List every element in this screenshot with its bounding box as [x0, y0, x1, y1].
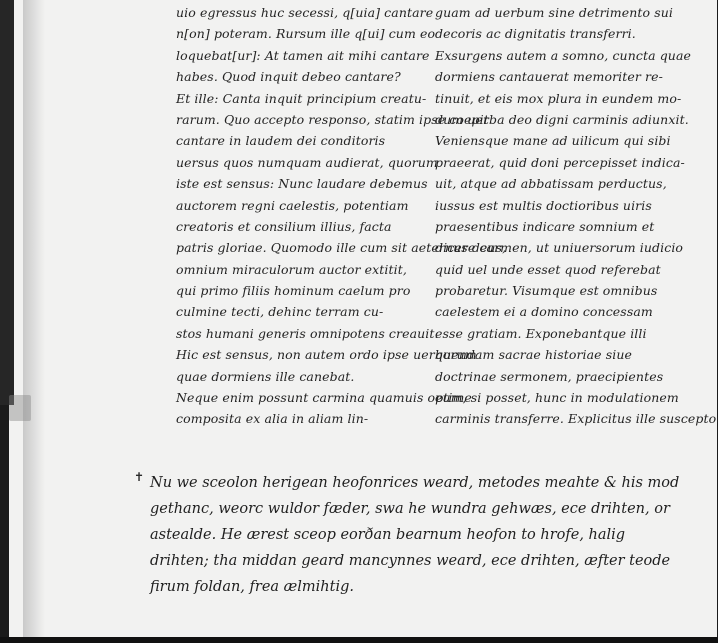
- left-line: rarum. Quo accepto responso, statim ipse coepit: [176, 111, 489, 127]
- gloss-line: firum foldan, frea ælmihtig.: [150, 579, 354, 595]
- left-line: auctorem regni caelestis, potentiam: [176, 197, 409, 213]
- right-line: esse gratiam. Exponebantque illi: [435, 325, 647, 341]
- insertion-mark-icon: ✝: [134, 470, 145, 484]
- left-line: composita ex alia in aliam lin-: [176, 411, 369, 427]
- left-line: patris gloriae. Quomodo ille cum sit aeternus deus,: [176, 240, 507, 256]
- right-line: dicere carmen, ut uniuersorum iudicio: [435, 240, 684, 256]
- gloss-line: drihten; tha middan geard mancynnes weard, ece drihten, æfter teode: [150, 553, 671, 569]
- left-line: cantare in laudem dei conditoris: [176, 133, 386, 149]
- right-line: uit, atque ad abbatissam perductus,: [435, 176, 667, 192]
- left-line: quae dormiens ille canebat.: [176, 368, 355, 384]
- right-line: decoris ac dignitatis transferri.: [435, 26, 636, 42]
- left-line: uio egressus huc secessi, q[uia] cantare: [176, 5, 434, 20]
- right-column: [435, 2, 717, 430]
- right-line: iussus est multis doctioribus uiris: [435, 197, 652, 213]
- left-line: loquebat[ur]: At tamen ait mihi cantare: [176, 47, 430, 63]
- right-line: Exsurgens autem a somno, cuncta quae: [435, 47, 691, 63]
- gloss-line: astealde. He ærest sceop eorðan bearnum heofon to hrofe, halig: [150, 527, 626, 543]
- left-line: habes. Quod inquit debeo cantare?: [176, 69, 401, 85]
- right-line: guam ad uerbum sine detrimento sui: [435, 5, 673, 20]
- left-line: Et ille: Canta inquit principium creatu-: [176, 90, 427, 106]
- right-line: dum uerba deo digni carminis adiunxit.: [435, 111, 689, 127]
- right-line: tinuit, et eis mox plura in eundem mo-: [435, 90, 682, 106]
- left-line: n[on] poteram. Rursum ille q[ui] cum eo: [176, 26, 436, 42]
- left-line: Neque enim possunt carmina quamuis optime: [176, 390, 472, 406]
- left-line: stos humani generis omnipotens creauit.: [176, 325, 439, 341]
- page-blot: [9, 395, 31, 421]
- left-line: culmine tecti, dehinc terram cu-: [176, 304, 384, 320]
- right-line: probaretur. Visumque est omnibus: [435, 283, 658, 299]
- gutter-shadow: [23, 0, 45, 638]
- left-line: iste est sensus: Nunc laudare debemus: [176, 176, 428, 192]
- right-line: dormiens cantauerat memoriter re-: [435, 69, 663, 85]
- left-line: uersus quos numquam audierat, quorum: [176, 154, 438, 170]
- left-line: qui primo filiis hominum caelum pro: [176, 283, 411, 299]
- left-line: Hic est sensus, non autem ordo ipse uerborum: [176, 347, 477, 363]
- gloss-line: gethanc, weorc wuldor fæder, swa he wundra gehwæs, ece drihten, or: [150, 501, 670, 517]
- right-line: quendam sacrae historiae siue: [435, 347, 633, 363]
- right-line: Veniensque mane ad uilicum qui sibi: [435, 133, 671, 149]
- left-column: [176, 2, 507, 430]
- gloss-line: Nu we sceolon herigean heofonrices weard, metodes meahte & his mod: [150, 475, 680, 491]
- right-line: praeerat, quid doni percepisset indica-: [435, 154, 685, 170]
- old-english-gloss: [150, 470, 700, 600]
- right-line: caelestem ei a domino concessam: [435, 304, 653, 320]
- right-line: doctrinae sermonem, praecipientes: [435, 368, 664, 384]
- left-line: omnium miraculorum auctor extitit,: [176, 261, 407, 277]
- right-line: eum, si posset, hunc in modulationem: [435, 390, 679, 406]
- right-line: praesentibus indicare somnium et: [435, 218, 655, 234]
- bottom-edge: [0, 637, 718, 643]
- right-line: quid uel unde esset quod referebat: [435, 261, 661, 277]
- binding-spine: [0, 0, 14, 405]
- left-line: creatoris et consilium illius, facta: [176, 218, 392, 234]
- right-line: carminis transferre. Explicitus ille suscepto: [435, 411, 717, 427]
